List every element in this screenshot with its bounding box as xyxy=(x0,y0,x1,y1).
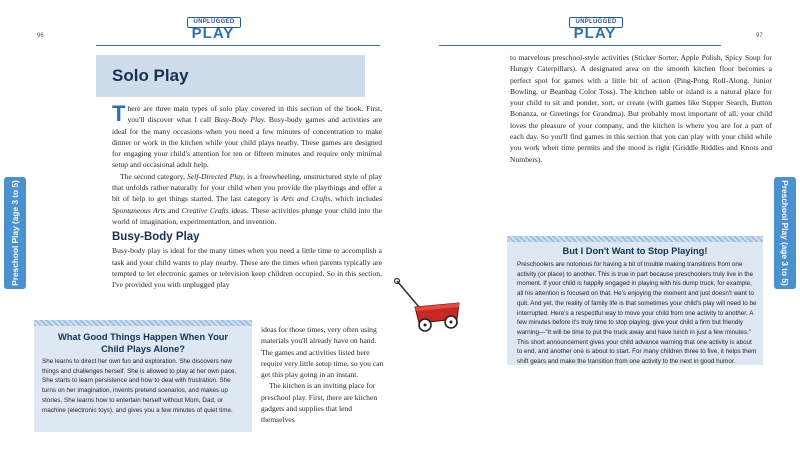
main-text xyxy=(510,52,772,165)
header-rule xyxy=(439,45,721,46)
paragraph xyxy=(112,103,382,171)
logo-top: UNPLUGGED xyxy=(569,17,623,28)
sidebar-text: Preschoolers are notorious for having a bit of trouble making transitions from one activity (or place) to another. This is true in part because preschoolers truly live in the moment. If your child is happily engaged in playing with his dump truck, for example, all his attention is focused on that. He's enjoying the moment and just doesn't want to quit. And yet, the reality of family life is that sometimes your child's play will need to be interrupted. Here's a respectful way to move your child from one activity to another. A few minutes before it's truly time to stop playing, give your child a firm but friendly warning—"It will be time to put the truck away and have lunch in just a few minutes." This short announcement gives your child advance warning that one activity is about to end, and another one is about to start. For many children three to five, it helps them shift gears and make the transition from one activity to the next in good humor. xyxy=(517,261,757,366)
text-run: Busy-body games and activities are ideal for the many occasions when you need a few minutes of concentration to make dinner or work in the kitchen while your child plays nearby. These games are designed for engaging your child's attention for ten or fifteen minutes and require only minimal setup and occasional adult help. xyxy=(112,115,382,170)
sidebar-title: But I Don't Want to Stop Playing! xyxy=(562,246,708,256)
unplugged-play-logo xyxy=(565,17,625,43)
text-run: here are three main types of solo play covered in this section of the book. First, you'll discover what I call xyxy=(127,104,382,125)
logo-bottom: PLAY xyxy=(191,25,235,42)
text-run: The second category, xyxy=(120,171,188,181)
side-tab-label: Preschool Play (age 3 to 5) xyxy=(780,180,790,286)
sidebar-pattern-band xyxy=(34,320,252,326)
sidebar-box xyxy=(34,320,252,432)
subheading: Busy-Body Play xyxy=(112,231,200,244)
emphasis: Busy-Body Play. xyxy=(214,115,266,125)
paragraph: ideas for those times, very often using materials you'll already have on hand. The games and activities listed here require very little setup time, so you can get this play going in an instant. xyxy=(261,325,384,380)
text-run: is a freewheeling, unstructured style of play that unfolds rather naturally for your child when you provide the playthings and offer a bit of help to get things started. The last category is xyxy=(112,171,382,204)
sidebar-pattern-band xyxy=(507,236,763,242)
emphasis: Creative Crafts xyxy=(181,205,229,215)
paragraph xyxy=(112,171,382,227)
side-tab-label: Preschool Play (age 3 to 5) xyxy=(10,180,20,286)
page-number: 96 xyxy=(37,33,44,39)
header-rule xyxy=(96,45,380,46)
wagon-handle xyxy=(397,281,419,307)
side-tab xyxy=(774,177,796,289)
logo-top: UNPLUGGED xyxy=(187,17,241,28)
unplugged-play-logo xyxy=(183,17,243,43)
paragraph: The kitchen is an inviting place for preschool play. First, there are kitchen gadgets and supplies that lend themselves xyxy=(261,381,378,425)
emphasis: Self-Directed Play, xyxy=(187,171,245,181)
drop-cap: T xyxy=(112,101,126,126)
page-number: 97 xyxy=(756,33,763,39)
text-run: ideas. These activities plunge your child into the world of imagination, experimentation, and invention. xyxy=(112,205,382,226)
column-text xyxy=(261,324,384,426)
paragraph: to marvelous preschool-style activities (Sticker Sorter, Apple Polish, Spicy Soup for Hungry Caterpillars). A designated area on the smooth kitchen floor becomes a perfect spot for games with a little bit of action (Ping-Pong Roll-Along, Junior Bowling, or Beanbag Color Toss). The kitchen table or island is a natural place for your child to sit and ponder, sort, or create (with games like Supper Search, Button Bonanza, or Greetings for Grandma). But probably most important of all, your child loves the pleasure of your company, and the kitchen is where you are for a part of each day. So you'll find games in this section that you can play with your child while you work when time permits and the mood is right (Griddle Riddles and Knots and Numbers). xyxy=(510,53,772,164)
right-page xyxy=(400,0,800,462)
text-run: which includes xyxy=(332,194,382,204)
section-title: Solo Play xyxy=(112,66,189,85)
sidebar-title: What Good Things Happen When Your Child Plays Alone? xyxy=(57,332,229,354)
text-run: and xyxy=(165,205,182,215)
wagon-hub xyxy=(424,324,427,327)
main-text xyxy=(112,103,382,290)
wagon-hub xyxy=(450,321,453,324)
sidebar-text: She learns to direct her own fun and exploration. She discovers new things and challenges herself. She is allowed to play at her own pace. She starts to learn persistence and how to deal with frustration. She turns on her imagination, invents pretend scenarios, and makes up stories. She learns how to entertain herself without Mom, Dad, or machine (electronic toys), and gives you a few minutes of quiet time. xyxy=(42,358,237,414)
paragraph: Busy-body play is ideal for the many times when you need a little time to accomplish a task and your child wants to play nearby. These are the times when parents typically are tempted to let electronic games or television keep children occupied. So in this section, I've provided you with unplugged play xyxy=(112,246,382,290)
section-title-box xyxy=(96,55,365,97)
sidebar-box xyxy=(507,236,763,365)
side-tab xyxy=(4,177,26,289)
red-wagon-icon xyxy=(393,277,465,337)
logo-bottom: PLAY xyxy=(573,25,617,42)
emphasis: Spontaneous Arts xyxy=(112,205,166,215)
emphasis: Arts and Crafts, xyxy=(281,194,333,204)
